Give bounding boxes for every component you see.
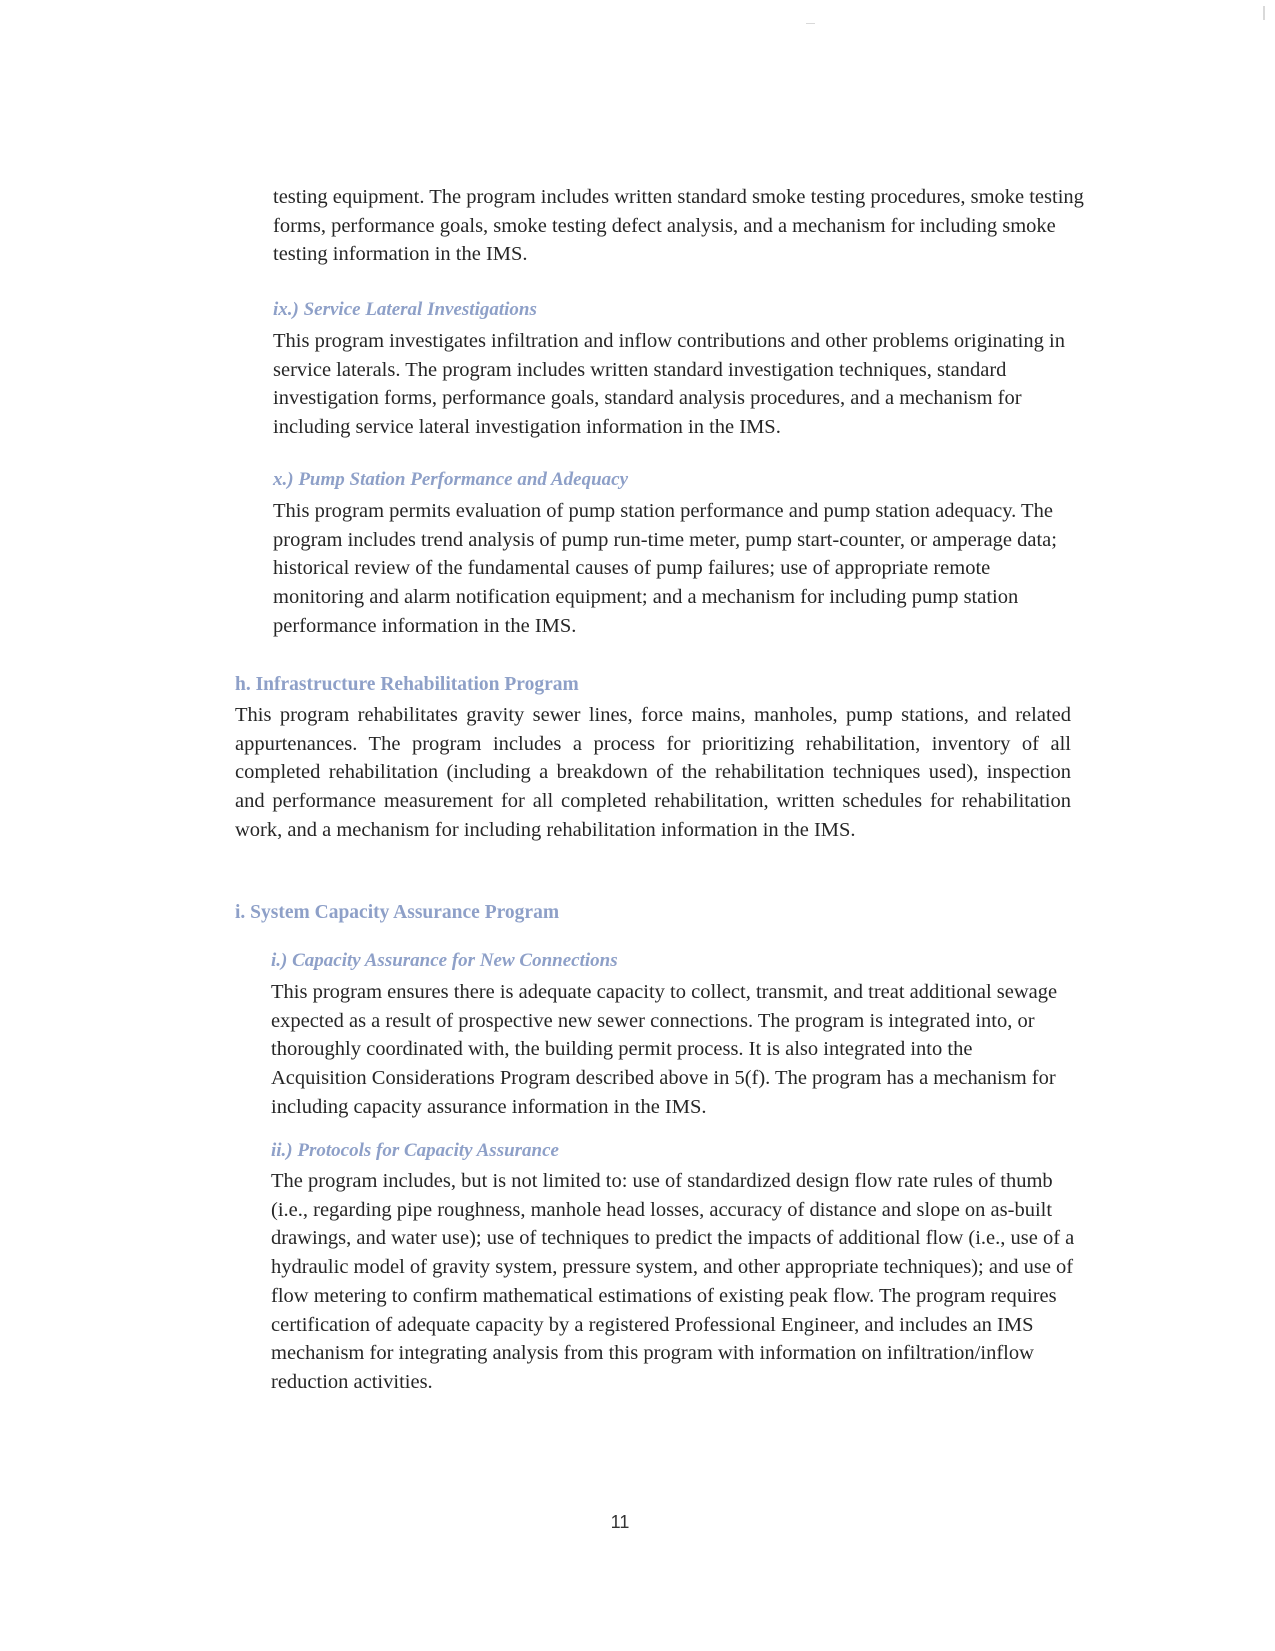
scan-artifact-top [806, 23, 815, 24]
paragraph-service-lateral-investigations: This program investigates infiltration and inflow contributions and other problems originating in service laterals. The program includes written standard investigation techniques, standard investigation forms, performance goals, standard analysis procedures, and a mechanism for including service lateral investigation information in the IMS. [273, 330, 1065, 439]
paragraph-protocols-capacity-assurance: The program includes, but is not limited to: use of standardized design flow rate rules of thumb (i.e., regarding pipe roughness, manhole head losses, accuracy of distance and slope on as-built drawings, and water use); use of techniques to predict the impacts of additional flow (i.e., use of a hydraulic model of gravity system, pressure system, and other appropriate techniques); and use of flow metering to confirm mathematical estimations of existing peak flow. The program requires certification of adequate capacity by a registered Professional Engineer, and includes an IMS mechanism for integrating analysis from this program with information on infiltration/inflow reduction activities. [271, 1170, 1075, 1393]
heading-infrastructure-rehabilitation-program: h. Infrastructure Rehabilitation Program [235, 674, 579, 695]
heading-service-lateral-investigations: ix.) Service Lateral Investigations [273, 299, 537, 320]
heading-capacity-assurance-new-connections: i.) Capacity Assurance for New Connections [271, 950, 618, 971]
paragraph-infrastructure-rehabilitation: This program rehabilitates gravity sewer lines, force mains, manholes, pump stations, and related appurtenances. The program includes a process for prioritizing rehabilitation, inventory of all completed rehabilitation (including a breakdown of the rehabilitation techniques used), inspection and performance measurement for all completed rehabilitation, written schedules for rehabilitation work, and a mechanism for including rehabilitation information in the IMS. [235, 704, 1071, 841]
heading-pump-station-performance: x.) Pump Station Performance and Adequacy [273, 469, 629, 490]
scan-artifact-edge [1263, 6, 1265, 20]
heading-protocols-capacity-assurance: ii.) Protocols for Capacity Assurance [271, 1140, 559, 1161]
paragraph-capacity-assurance-new-connections: This program ensures there is adequate capacity to collect, transmit, and treat additional sewage expected as a result of prospective new sewer connections. The program is integrated into, or thoroughly coordinated with, the building permit process. It is also integrated into the Acquisition Considerations Program described above in 5(f). The program has a mechanism for including capacity assurance information in the IMS. [271, 981, 1058, 1118]
heading-system-capacity-assurance-program: i. System Capacity Assurance Program [235, 902, 560, 923]
paragraph-pump-station-performance: This program permits evaluation of pump station performance and pump station adequacy. The program includes trend analysis of pump run-time meter, pump start-counter, or amperage data; historical review of the fundamental causes of pump failures; use of appropriate remote monitoring and alarm notification equipment; and a mechanism for including pump station performance information in the IMS. [273, 500, 1057, 637]
paragraph-smoke-testing: testing equipment. The program includes written standard smoke testing procedures, smoke testing forms, performance goals, smoke testing defect analysis, and a mechanism for including smoke testing information in the IMS. [273, 186, 1084, 266]
page-number: 11 [610, 1512, 630, 1532]
